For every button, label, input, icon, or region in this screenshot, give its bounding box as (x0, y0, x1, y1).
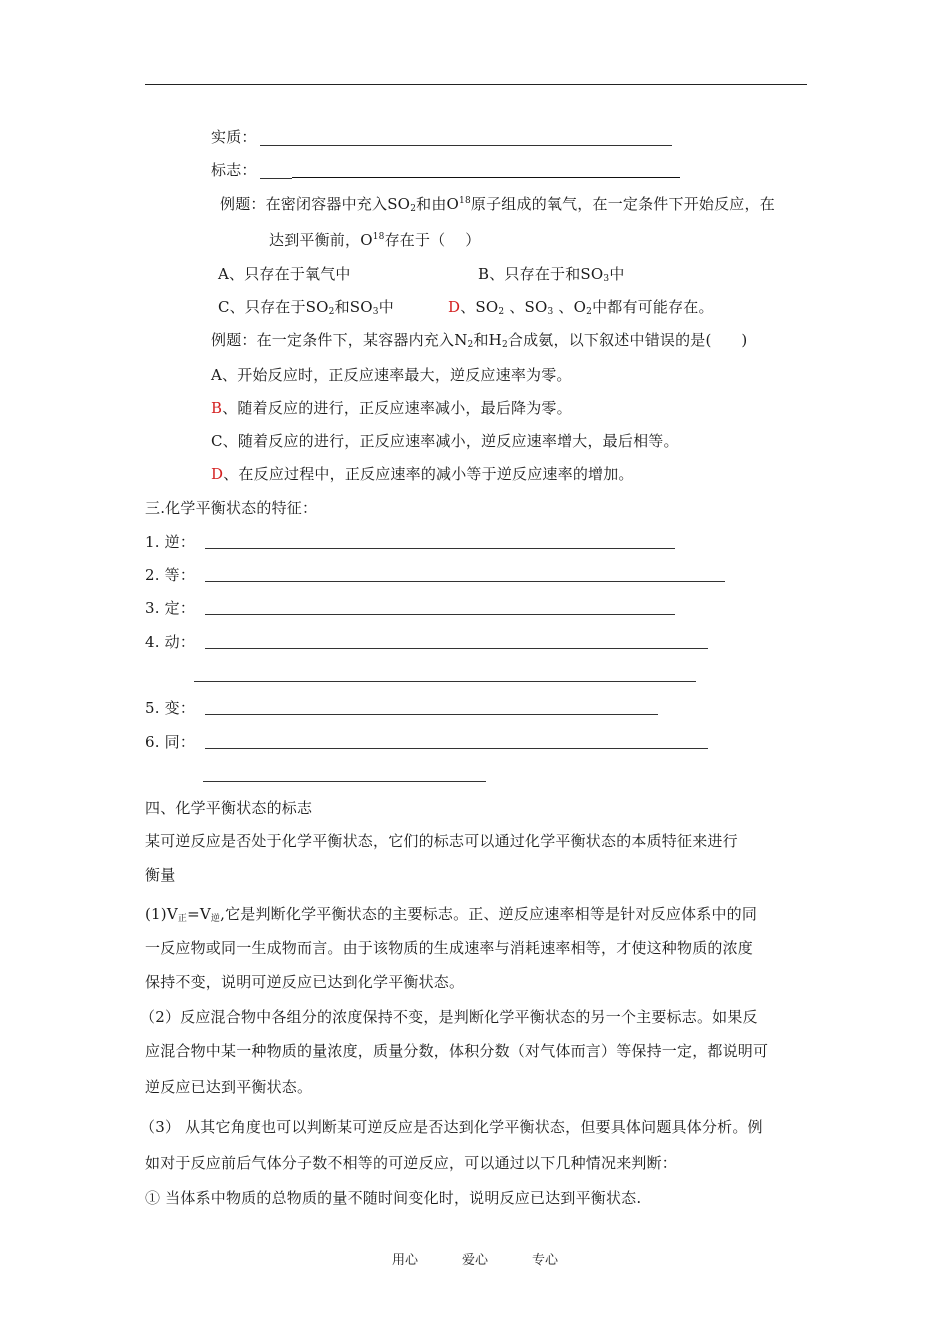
answer-mark: D (211, 465, 224, 483)
para2-line2: 应混合物中某一种物质的量浓度，质量分数，体积分数（对气体而言）等保持一定，都说明可 (145, 1042, 769, 1060)
example2-option-b: B、随着反应的进行，正反应速率减小，最后降为零。 (211, 399, 572, 417)
marker-blank (292, 177, 680, 178)
section3-title: 三.化学平衡状态的特征： (145, 499, 318, 517)
feature-item-5: 5. 变： (145, 699, 196, 717)
feature-blank-3 (205, 614, 675, 615)
para4-line1: ① 当体系中物质的总物质的量不随时间变化时，说明反应已达到平衡状态. (145, 1189, 642, 1207)
example2-option-d: D、在反应过程中，正反应速率的减小等于逆反应速率的增加。 (211, 465, 634, 483)
para2-line1: （2）反应混合物中各组分的浓度保持不变，是判断化学平衡状态的另一个主要标志。如果反 (140, 1008, 758, 1026)
feature-item-1: 1. 逆： (145, 533, 196, 551)
example1-option-d: D、$SO_2$ 、$SO_3$ 、$O_2$中都有可能存在。 (448, 298, 714, 317)
footer-text: 爱心 (461, 1253, 488, 1268)
para3-line2: 如对于反应前后气体分子数不相等的可逆反应，可以通过以下几种情况来判断： (145, 1154, 678, 1172)
example1-option-c: C、只存在于$SO_2$和$SO_3$中 (218, 298, 394, 317)
feature-blank-4 (205, 648, 708, 649)
marker-blank-lead (260, 178, 292, 179)
feature-item-3: 3. 定： (145, 599, 196, 617)
example2-option-a: A、开始反应时，正反应速率最大，逆反应速率为零。 (211, 366, 572, 384)
footer-text: 专心 (532, 1253, 559, 1268)
example1-question-line1: 例题：在密闭容器中充入$SO_2$和由$O^{18}$原子组成的氧气，在一定条件下开始反应，在 (220, 195, 775, 214)
example2-option-c: C、随着反应的进行，正反应速率减小，逆反应速率增大，最后相等。 (211, 432, 679, 450)
feature-blank-1 (205, 548, 675, 549)
feature-blank-6b (203, 781, 486, 782)
header-rule (145, 84, 807, 85)
para3-line1: （3） 从其它角度也可以判断某可逆反应是否达到化学平衡状态，但要具体问题具体分析。例 (140, 1118, 763, 1136)
feature-blank-6 (205, 748, 708, 749)
para1-line2: 一反应物或同一生成物而言。由于该物质的生成速率与消耗速率相等，才使这种物质的浓度 (145, 939, 754, 957)
example1-option-b: B、只存在于和$SO_3$中 (478, 265, 625, 284)
section4-intro-line2: 衡量 (145, 866, 176, 884)
example1-question-line2: 达到平衡前，$O^{18}$存在于（ ） (269, 231, 481, 249)
feature-item-2: 2. 等： (145, 566, 196, 584)
feature-blank-2 (205, 581, 725, 582)
essence-blank (260, 145, 672, 146)
feature-blank-4b (194, 681, 696, 682)
marker-label: 标志： (211, 161, 257, 179)
feature-blank-5 (205, 714, 658, 715)
footer-text: 用心 (391, 1253, 418, 1268)
section4-intro-line1: 某可逆反应是否处于化学平衡状态，它们的标志可以通过化学平衡状态的本质特征来进行 (145, 832, 738, 850)
para1-line1: $(1)V_正=V_逆$,它是判断化学平衡状态的主要标志。正、逆反应速率相等是针对反应体系中的同 (145, 905, 758, 924)
answer-mark: D (448, 298, 461, 316)
feature-item-6: 6. 同： (145, 733, 196, 751)
example1-option-a: A、只存在于氧气中 (218, 265, 351, 283)
essence-label: 实质： (211, 128, 257, 146)
para2-line3: 逆反应已达到平衡状态。 (145, 1078, 313, 1096)
answer-mark: B (211, 399, 223, 417)
example2-question: 例题：在一定条件下，某容器内充入$N_2$和$H_2$合成氨，以下叙述中错误的是( ) (211, 331, 748, 350)
feature-item-4: 4. 动： (145, 633, 196, 651)
para1-line3: 保持不变，说明可逆反应已达到化学平衡状态。 (145, 973, 465, 991)
section4-title: 四、化学平衡状态的标志 (145, 799, 313, 817)
page-footer (0, 1249, 950, 1268)
